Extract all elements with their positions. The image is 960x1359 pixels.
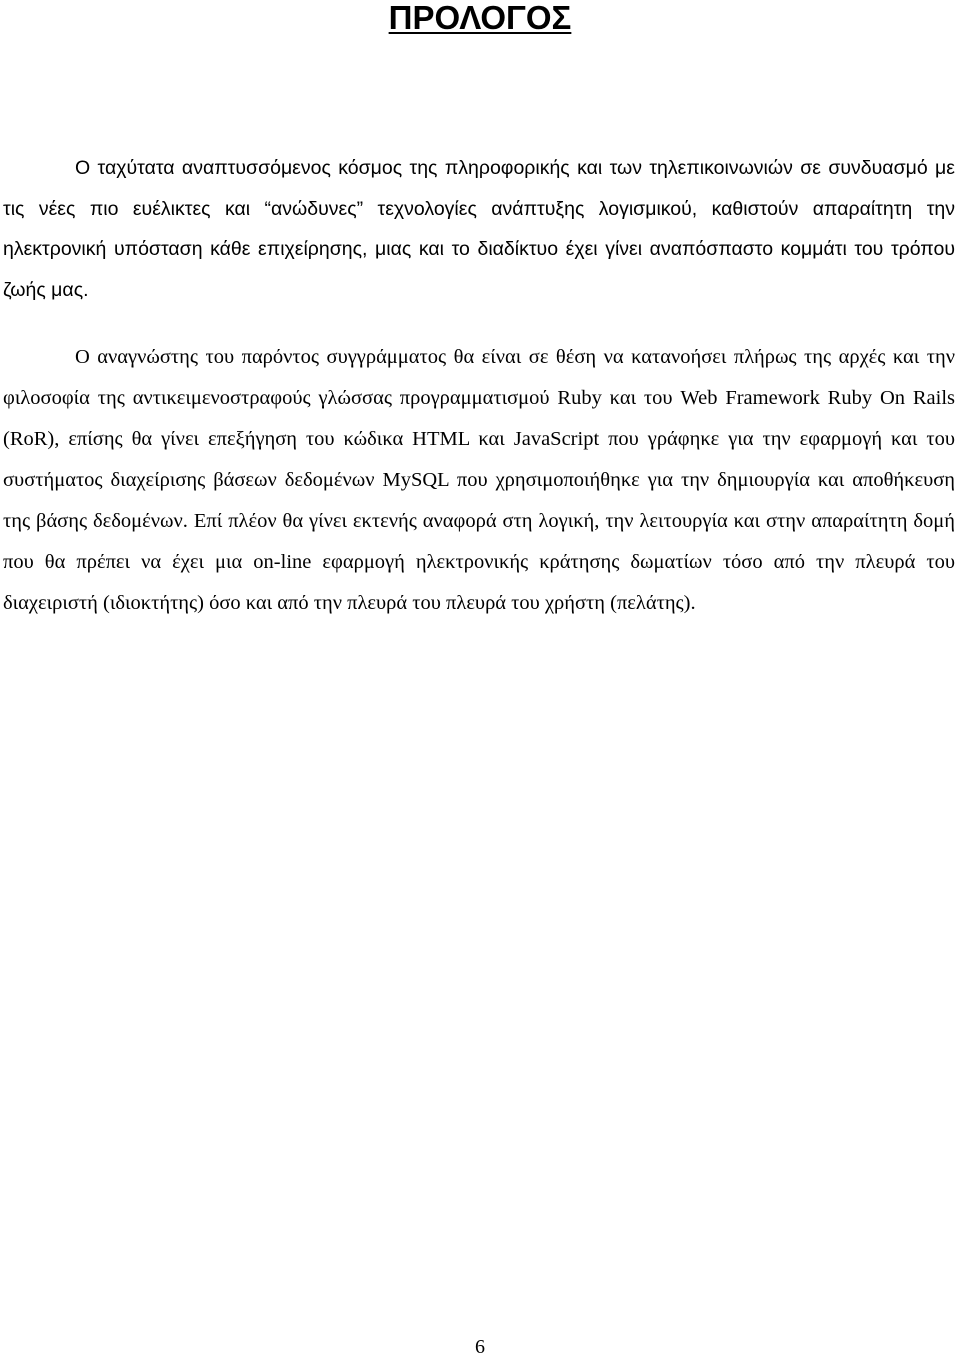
preface-paragraph-2: Ο αναγνώστης του παρόντος συγγράμματος θα είναι σε θέση να κατανοήσει πλήρως της αρχές και την φιλοσοφία της αντικειμενοστραφούς γλώσσας προγραμματισμού Ruby και του Web Framework Ruby On Rails (RoR), επίσης θα γίνει επεξήγηση του κώδικα HTML και JavaScript που γράφηκε για την εφαρμογή και του συστήματος διαχείρισης βάσεων δεδομένων MySQL που χρησιμοποιήθηκε για την δημιουργία και αποθήκευση της βάσης δεδομένων. Επί πλέον θα γίνει εκτενής αναφορά στη λογική, την λειτουργία και στην απαραίτητη δομή που θα πρέπει να έχει μια on-line εφαρμογή ηλεκτρονικής κράτησης δωματίων τόσο από την πλευρά του διαχειριστή (ιδιοκτήτης) όσο και από την πλευρά του πλευρά του χρήστη (πελάτης). bbox=[3, 346, 955, 614]
page-title: ΠΡΟΛΟΓΟΣ bbox=[388, 0, 572, 36]
page-number: 6 bbox=[475, 1336, 485, 1358]
preface-paragraph-1: Ο ταχύτατα αναπτυσσόμενος κόσμος της πληροφορικής και των τηλεπικοινωνιών σε συνδυασμό με τις νέες πιο ευέλικτες και “ανώδυνες” τεχνολογίες ανάπτυξης λογισμικού, καθιστούν απαραίτητη την ηλεκτρονική υπόσταση κάθε επιχείρησης, μιας και το διαδίκτυο έχει γίνει αναπόσπαστο κομμάτι του τρόπου ζωής μας. bbox=[3, 157, 955, 301]
